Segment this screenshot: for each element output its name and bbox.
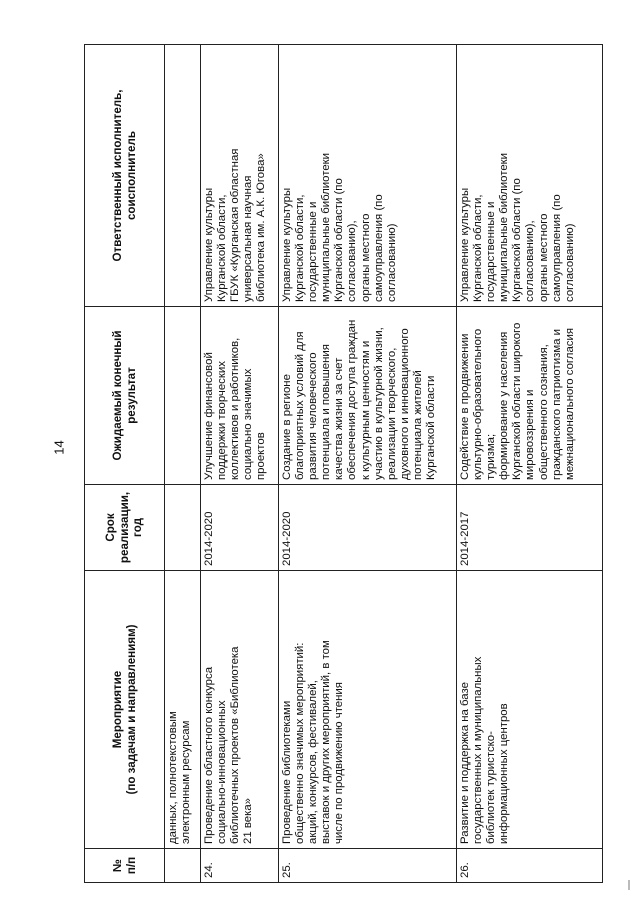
cell-result: Содействие в продвижении культурно-образовательного туризма; формирование у населения Курганской области широкого мировоззрения и общественного сознания, гражданского патриотизма и межнационального согласия (457, 307, 603, 485)
cell-responsible (165, 45, 201, 307)
cell-term: 2014-2020 (201, 485, 279, 571)
header-action: Мероприятие (по задачам и направлениям) (85, 571, 165, 849)
cell-action: данных, полнотекстовым электронным ресурсам (165, 571, 201, 849)
cell-num (165, 849, 201, 883)
cell-result: Улучшение финансовой поддержки творческих коллективов и работников, социально значимых проектов (201, 307, 279, 485)
cell-term: 2014-2017 (457, 485, 603, 571)
page-number: 14 (51, 440, 67, 455)
cell-result: Создание в регионе благоприятных условий для развития человеческого потенциала и повышения качества жизни за счет обеспечения доступа граждан к культурным ценностям и участию в культурной жизни, реализации творческого, духовного и инновационного потенциала жителей Курганской области (279, 307, 457, 485)
table-container (84, 45, 614, 883)
header-term: Срок реализации, год (85, 485, 165, 571)
cell-result (165, 307, 201, 485)
cell-responsible: Управление культуры Курганской области, государственные и муниципальные библиотеки Курганской области (по согласованию), органы местного самоуправления (по согласованию) (457, 45, 603, 307)
table-row (457, 45, 603, 883)
header-result: Ожидаемый конечный результат (85, 307, 165, 485)
table-row (279, 45, 457, 883)
activities-table (84, 44, 603, 883)
cell-responsible: Управление культуры Курганской области, ГБУК «Курганская областная универсальная научная библиотека им. А.К. Югова» (201, 45, 279, 307)
table-row-continuation (165, 45, 201, 883)
cell-num: 26. (457, 849, 603, 883)
table-header-row (85, 45, 165, 883)
cell-action: Проведение областного конкурса социально-инновационных библиотечных проектов «Библиотека 21 века» (201, 571, 279, 849)
cell-num: 25. (279, 849, 457, 883)
header-num: № п/п (85, 849, 165, 883)
scan-mark (628, 880, 630, 890)
cell-term: 2014-2020 (279, 485, 457, 571)
cell-action: Проведение библиотеками общественно значимых мероприятий: акций, конкурсов, фестивалей, выставок и других мероприятий, в том числе по продвижению чтения (279, 571, 457, 849)
table-row (201, 45, 279, 883)
cell-num: 24. (201, 849, 279, 883)
cell-action: Развитие и поддержка на базе государственных и муниципальных библиотек туристско- информационных центров (457, 571, 603, 849)
cell-term (165, 485, 201, 571)
cell-responsible: Управление культуры Курганской области, государственные и муниципальные библиотеки Курганской области (по согласованию), органы местного самоуправления (по согласованию) (279, 45, 457, 307)
header-responsible: Ответственный исполнитель, соисполнитель (85, 45, 165, 307)
